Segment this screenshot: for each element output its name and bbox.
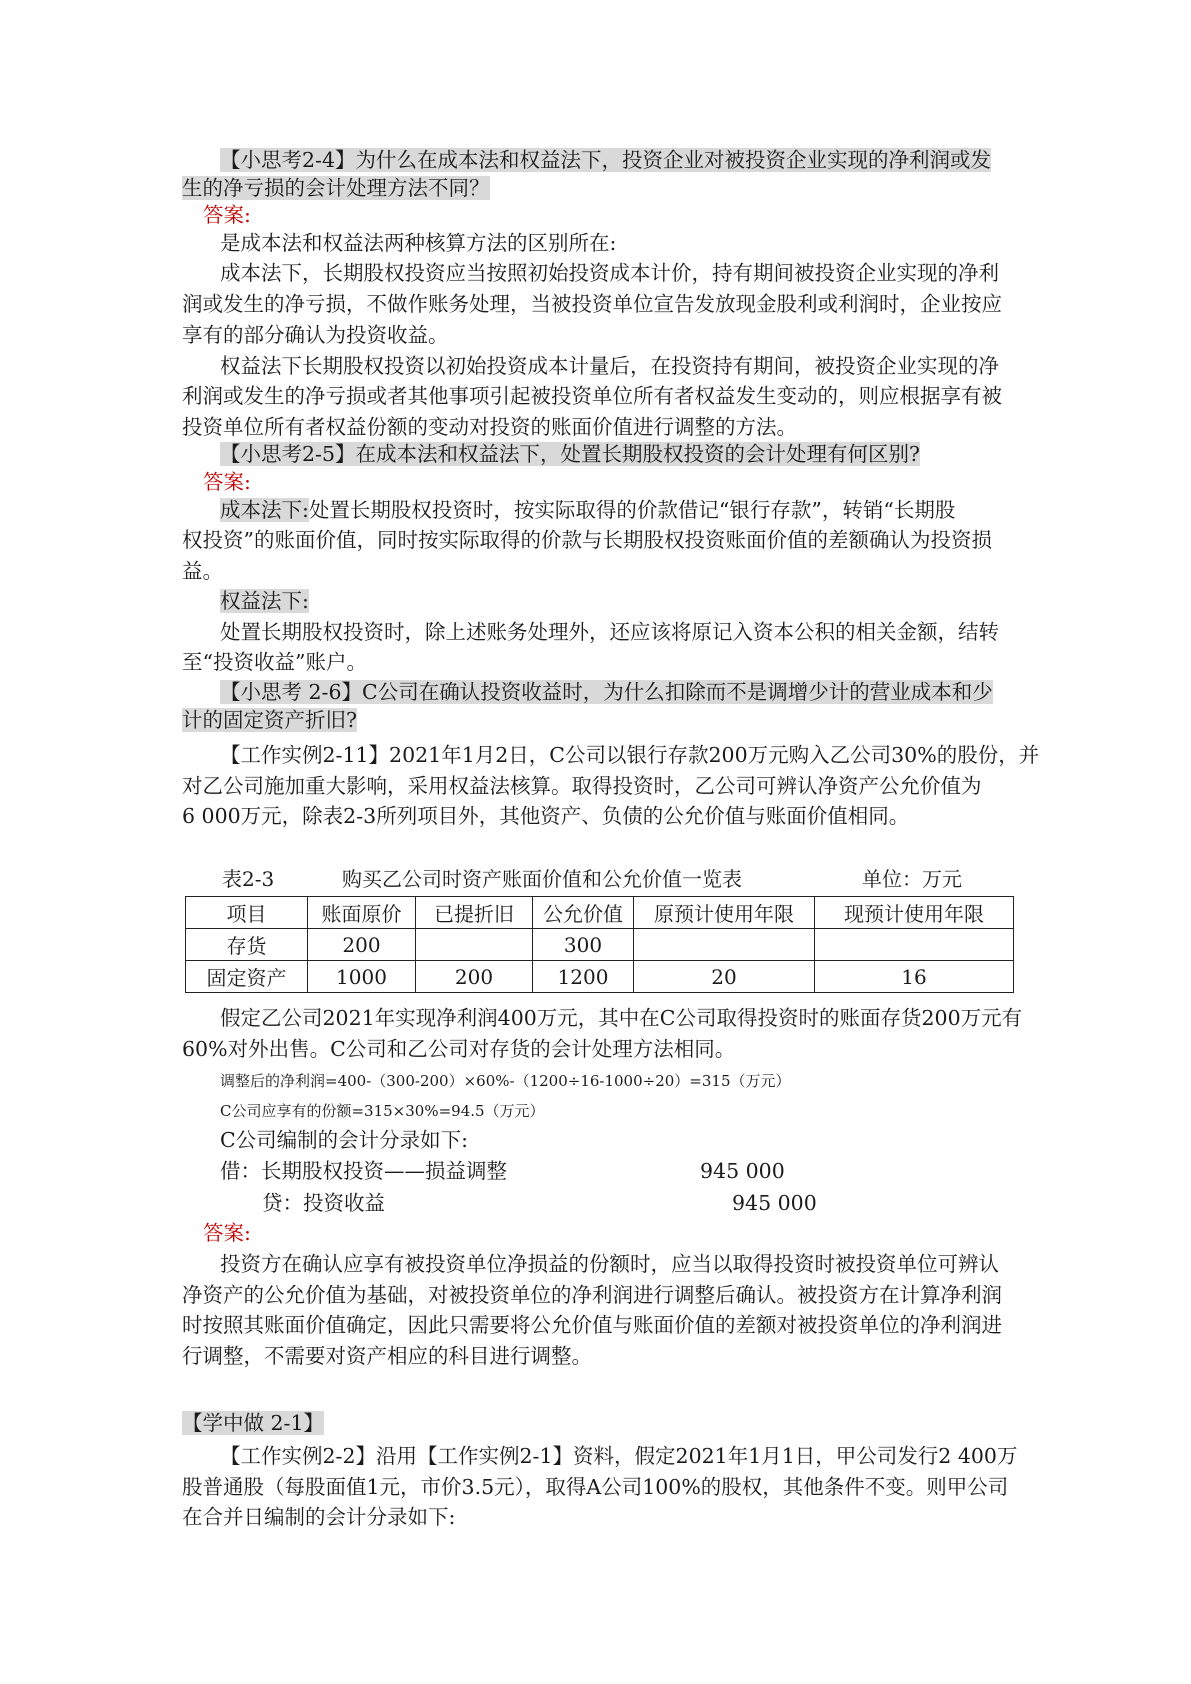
paragraph-line: 润或发生的净亏损，不做作账务处理，当被投资单位宣告发放现金股利或利润时，企业按应	[182, 292, 1002, 316]
table-header-cell: 现预计使用年限	[815, 897, 1014, 929]
paragraph-line: 享有的部分确认为投资收益。	[182, 323, 449, 347]
table-unit: 单位：万元	[862, 867, 962, 891]
paragraph-line: 投资单位所有者权益份额的变动对投资的账面价值进行调整的方法。	[182, 415, 797, 439]
paragraph-line: 权投资”的账面价值，同时按实际取得的价款与长期股权投资账面价值的差额确认为投资损	[182, 528, 992, 552]
journal-debit-amount: 945 000	[700, 1159, 785, 1183]
paragraph-line: 净资产的公允价值为基础，对被投资单位的净利润进行调整后确认。被投资方在计算净利润	[182, 1283, 1002, 1307]
journal-credit: 贷：投资收益	[262, 1191, 385, 1215]
table-cell: 200	[416, 961, 533, 993]
example-2-11-line: 对乙公司施加重大影响，采用权益法核算。取得投资时，乙公司可辨认净资产公允价值为	[182, 774, 982, 798]
table-cell	[634, 929, 815, 961]
paragraph-line: 假定乙公司2021年实现净利润400万元，其中在C公司取得投资时的账面存货200万元有	[220, 1006, 1023, 1030]
example-2-11-line: 6 000万元，除表2-3所列项目外，其他资产、负债的公允价值与账面价值相同。	[182, 804, 910, 828]
table-cell: 300	[533, 929, 634, 961]
entry-intro: C公司编制的会计分录如下:	[220, 1128, 469, 1152]
paragraph-line: 权益法下长期股权投资以初始投资成本计量后，在投资持有期间，被投资企业实现的净	[220, 354, 999, 378]
think-2-4-line1: 【小思考2-4】为什么在成本法和权益法下，投资企业对被投资企业实现的净利润或发	[220, 148, 992, 172]
table-cell: 16	[815, 961, 1014, 993]
cost-method-label: 成本法下:	[220, 498, 309, 522]
table-cell	[416, 929, 533, 961]
table-cell	[815, 929, 1014, 961]
paragraph-line: 至“投资收益”账户。	[182, 650, 367, 674]
table-cell: 1200	[533, 961, 634, 993]
answer-label: 答案:	[203, 470, 251, 494]
table-cell: 1000	[308, 961, 416, 993]
learn-by-doing-heading: 【学中做 2-1】	[182, 1411, 325, 1435]
paragraph-line: 成本法下，长期股权投资应当按照初始投资成本计价，持有期间被投资企业实现的净利	[220, 261, 999, 285]
think-2-6-line1: 【小思考 2-6】C公司在确认投资收益时，为什么扣除而不是调增少计的营业成本和少	[220, 680, 993, 704]
calculation-line: 调整后的净利润=400-（300-200）×60%-（1200÷16-1000÷20）=315（万元）	[220, 1072, 791, 1090]
journal-credit-amount: 945 000	[732, 1191, 817, 1215]
paragraph-line: 行调整，不需要对资产相应的科目进行调整。	[182, 1344, 592, 1368]
journal-debit: 借：长期股权投资——损益调整	[220, 1159, 507, 1183]
asset-value-table	[185, 896, 1014, 993]
table-header-row	[186, 897, 1014, 929]
table-cell: 固定资产	[186, 961, 308, 993]
equity-method-label: 权益法下:	[220, 589, 309, 613]
paragraph-line: 益。	[182, 559, 223, 583]
table-title: 购买乙公司时资产账面价值和公允价值一览表	[342, 867, 742, 891]
calculation-line: C公司应享有的份额=315×30%=94.5（万元）	[220, 1102, 545, 1120]
table-cell: 200	[308, 929, 416, 961]
paragraph-line: 是成本法和权益法两种核算方法的区别所在:	[220, 231, 617, 255]
answer-label: 答案:	[203, 1221, 251, 1245]
table-header-cell: 公允价值	[533, 897, 634, 929]
think-2-5-line1: 【小思考2-5】在成本法和权益法下，处置长期股权投资的会计处理有何区别?	[220, 442, 921, 466]
table-header-cell: 账面原价	[308, 897, 416, 929]
answer-label: 答案:	[203, 203, 251, 227]
example-2-2-line: 股普通股（每股面值1元，市价3.5元），取得A公司100%的股权，其他条件不变。则甲公司	[182, 1475, 1009, 1499]
think-2-4-line2: 生的净亏损的会计处理方法不同？	[182, 176, 490, 200]
table-row	[186, 961, 1014, 993]
example-2-2-line: 在合并日编制的会计分录如下:	[182, 1505, 456, 1529]
table-row	[186, 929, 1014, 961]
paragraph-line	[220, 588, 1022, 614]
paragraph-line: 投资方在确认应享有被投资单位净损益的份额时，应当以取得投资时被投资单位可辨认	[220, 1252, 999, 1276]
table-cell: 存货	[186, 929, 308, 961]
table-header-cell: 原预计使用年限	[634, 897, 815, 929]
paragraph-line: 利润或发生的净亏损或者其他事项引起被投资单位所有者权益发生变动的，则应根据享有被	[182, 384, 1002, 408]
example-2-11-line: 【工作实例2-11】2021年1月2日，C公司以银行存款200万元购入乙公司30%的股份，并	[220, 743, 1040, 767]
paragraph-line: 时按照其账面价值确定，因此只需要将公允价值与账面价值的差额对被投资单位的净利润进	[182, 1313, 1002, 1337]
table-header-cell: 项目	[186, 897, 308, 929]
paragraph-line: 处置长期股权投资时，除上述账务处理外，还应该将原记入资本公积的相关金额，结转	[220, 620, 999, 644]
table-header-cell: 已提折旧	[416, 897, 533, 929]
think-2-6-line2: 计的固定资产折旧?	[182, 708, 357, 732]
paragraph-line: 60%对外出售。C公司和乙公司对存货的会计处理方法相同。	[182, 1037, 736, 1061]
example-2-2-line: 【工作实例2-2】沿用【工作实例2-1】资料，假定2021年1月1日，甲公司发行2 400万	[220, 1444, 1018, 1468]
table-number: 表2-3	[222, 867, 275, 891]
table-cell: 20	[634, 961, 815, 993]
paragraph-line: 成本法下:处置长期股权投资时，按实际取得的价款借记“银行存款”，转销“长期股	[220, 498, 956, 522]
